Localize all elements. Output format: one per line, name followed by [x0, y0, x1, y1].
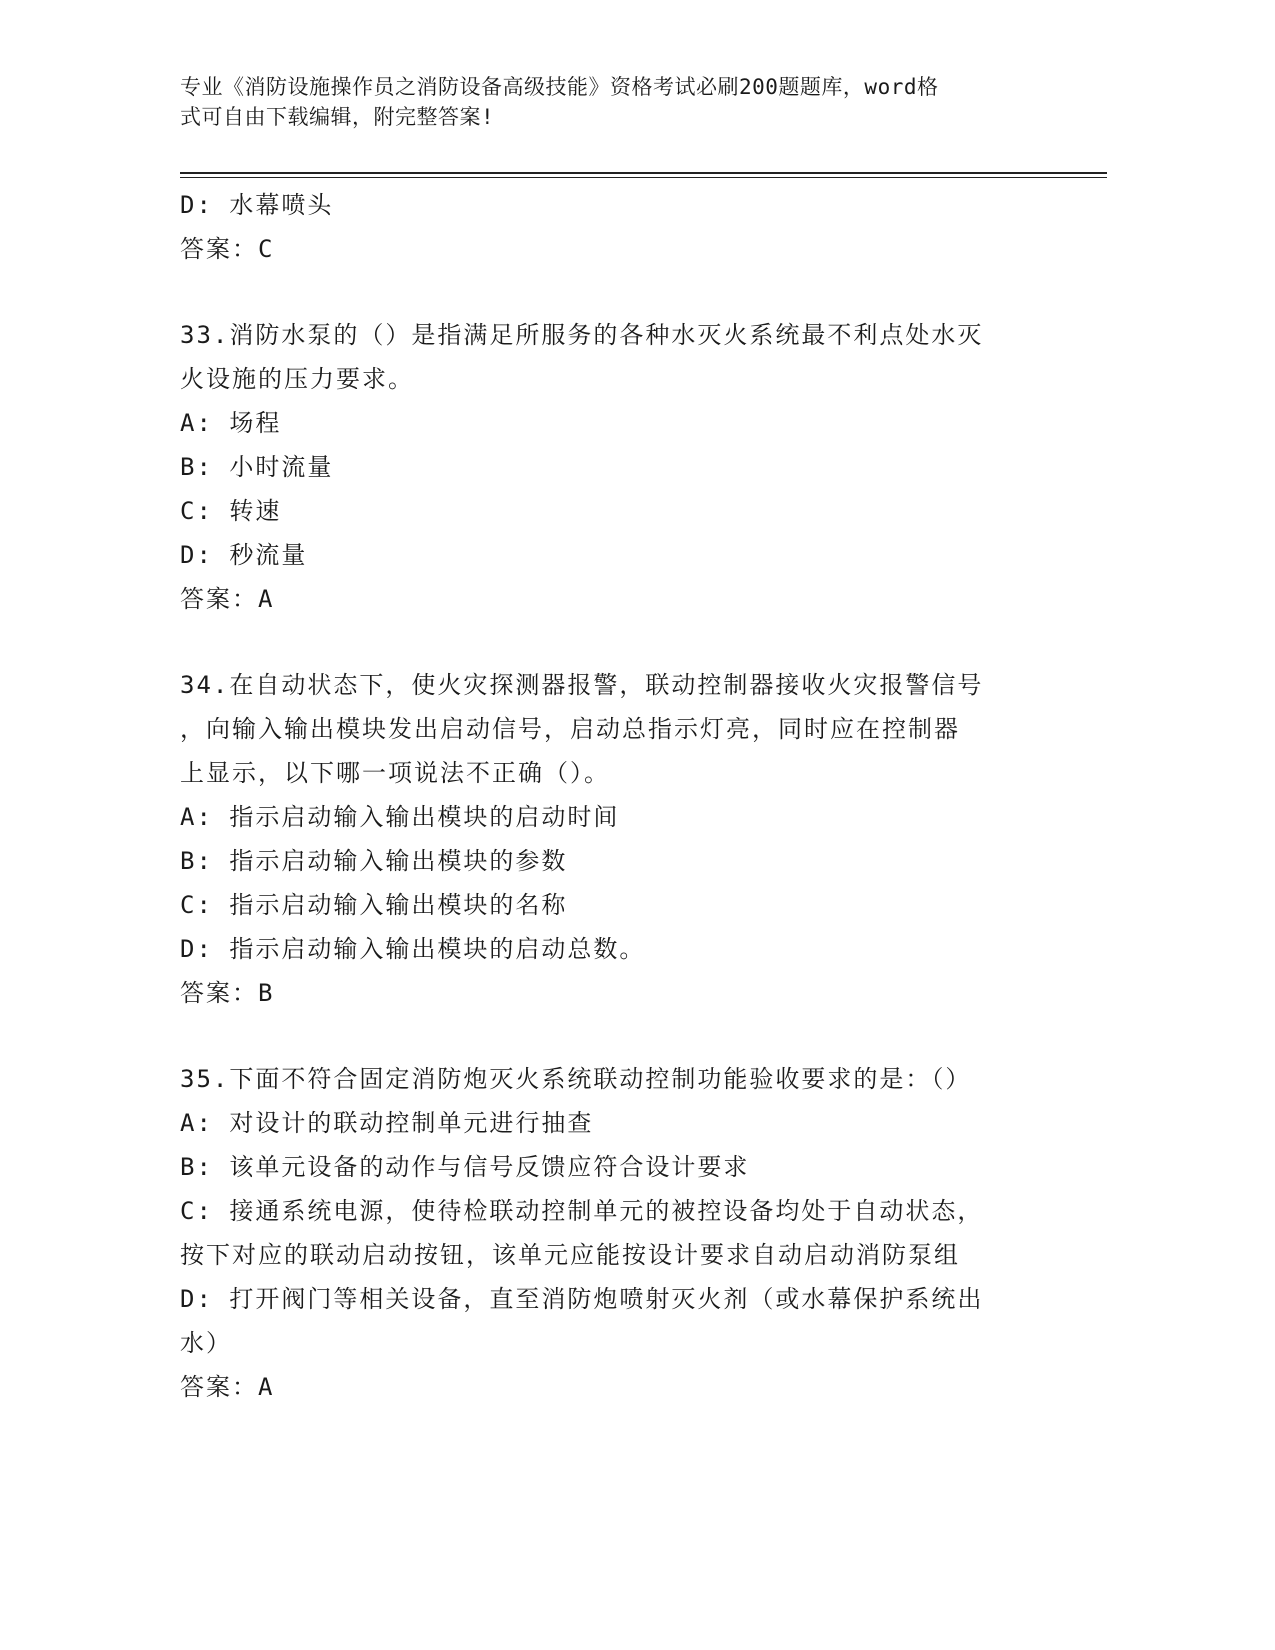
option-d-continued: 水） [180, 1329, 232, 1357]
option-d: D: 水幕喷头 [180, 191, 334, 219]
question-block [180, 663, 1080, 1015]
option-c-continued: 按下对应的联动启动按钮，该单元应能按设计要求自动启动消防泵组 [180, 1241, 960, 1269]
option-c: C: 转速 [180, 497, 282, 525]
option-d: D: 指示启动输入输出模块的启动总数。 [180, 935, 646, 963]
option-a: A: 场程 [180, 409, 282, 437]
question-block [180, 313, 1080, 621]
page-header [180, 72, 1060, 132]
question-stem: 火设施的压力要求。 [180, 365, 414, 393]
question-stem: 34.在自动状态下，使火灾探测器报警，联动控制器接收火灾报警信号 [180, 671, 984, 699]
question-stem: 35.下面不符合固定消防炮灭火系统联动控制功能验收要求的是：（） [180, 1065, 972, 1093]
option-c: C: 接通系统电源，使待检联动控制单元的被控设备均处于自动状态， [180, 1197, 984, 1225]
header-rule [180, 172, 1107, 174]
answer-line: 答案：A [180, 1373, 275, 1401]
question-stem: ，向输入输出模块发出启动信号，启动总指示灯亮，同时应在控制器 [180, 715, 960, 743]
option-c: C: 指示启动输入输出模块的名称 [180, 891, 568, 919]
answer-line: 答案：B [180, 979, 275, 1007]
header-line: 式可自由下载编辑，附完整答案! [180, 105, 495, 129]
question-stem: 上显示，以下哪一项说法不正确（）。 [180, 759, 610, 787]
option-d: D: 秒流量 [180, 541, 308, 569]
option-b: B: 该单元设备的动作与信号反馈应符合设计要求 [180, 1153, 750, 1181]
header-line: 专业《消防设施操作员之消防设备高级技能》资格考试必刷200题题库，word格 [180, 75, 939, 99]
answer-line: 答案：A [180, 585, 275, 613]
question-stem: 33.消防水泵的（）是指满足所服务的各种水灭火系统最不利点处水灭 [180, 321, 984, 349]
question-list [180, 183, 1080, 1409]
option-b: B: 指示启动输入输出模块的参数 [180, 847, 568, 875]
answer-line: 答案：C [180, 235, 275, 263]
question-block [180, 1057, 1080, 1409]
option-d: D: 打开阀门等相关设备，直至消防炮喷射灭火剂（或水幕保护系统出 [180, 1285, 984, 1313]
header-rule-thin [180, 177, 1107, 178]
option-a: A: 指示启动输入输出模块的启动时间 [180, 803, 620, 831]
option-a: A: 对设计的联动控制单元进行抽查 [180, 1109, 594, 1137]
option-b: B: 小时流量 [180, 453, 334, 481]
